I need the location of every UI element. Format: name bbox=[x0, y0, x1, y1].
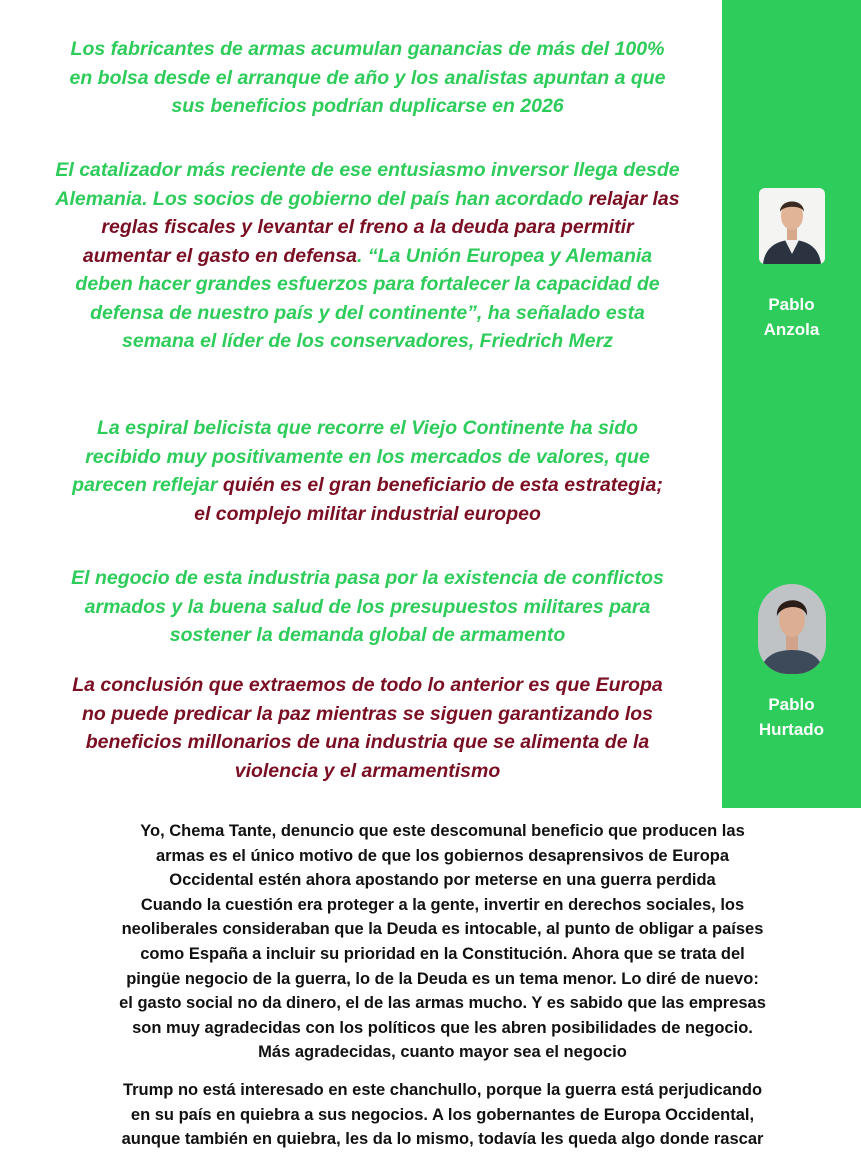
pull-quote-2 bbox=[20, 156, 715, 356]
quote-line: armados y la buena salud de los presupuestos militares para bbox=[84, 595, 651, 618]
quote-line bbox=[20, 185, 715, 214]
author-sidebar bbox=[722, 0, 861, 808]
quote-highlight: reglas fiscales y levantar el freno a la deuda para permitir bbox=[101, 216, 634, 238]
pull-quote-4 bbox=[20, 564, 715, 650]
body-line: aunque también en quiebra, les da lo mismo, todavía les queda algo donde rascar bbox=[121, 1130, 764, 1149]
quote-line: defensa de nuestro país y del continente”, ha señalado esta bbox=[90, 301, 645, 324]
quote-line: recibido muy positivamente en los mercados de valores, que bbox=[85, 445, 650, 468]
body-paragraph-1 bbox=[70, 819, 815, 1065]
quote-line: no puede predicar la paz mientras se siguen garantizando los bbox=[81, 702, 654, 725]
body-line: Trump no está interesado en este chanchullo, porque la guerra está perjudicando bbox=[122, 1081, 763, 1099]
quote-line: El catalizador más reciente de ese entusiasmo inversor llega desde bbox=[55, 159, 680, 181]
author-card-anzola bbox=[722, 188, 861, 342]
quote-line: en bolsa desde el arranque de año y los analistas apuntan a que bbox=[69, 66, 666, 89]
quote-line: La conclusión que extraemos de todo lo anterior es que Europa bbox=[72, 674, 663, 696]
quote-line bbox=[20, 471, 715, 500]
quote-highlight: quién es el gran beneficiario de esta estrategia; bbox=[222, 474, 663, 496]
pull-quote-3 bbox=[20, 414, 715, 528]
quote-line: Los fabricantes de armas acumulan ganancias de más del 100% bbox=[70, 38, 665, 60]
quote-line: La espiral belicista que recorre el Viejo Continente ha sido bbox=[96, 417, 639, 439]
quote-highlight: el complejo militar industrial europeo bbox=[194, 502, 541, 525]
body-line: Yo, Chema Tante, denuncio que este descomunal beneficio que producen las bbox=[140, 822, 745, 840]
body-line: en su país en quiebra a sus negocios. A los gobernantes de Europa Occidental, bbox=[130, 1105, 755, 1124]
author-last-name: Hurtado bbox=[758, 720, 825, 739]
author-photo-anzola bbox=[759, 188, 825, 264]
quote-line bbox=[20, 242, 715, 271]
quote-highlight: aumentar el gasto en defensa bbox=[82, 244, 358, 267]
body-line: Más agradecidas, cuanto mayor sea el negocio bbox=[258, 1043, 627, 1062]
body-line: armas es el único motivo de que los gobiernos desaprensivos de Europa bbox=[155, 846, 730, 865]
quote-segment: Alemania. Los socios de gobierno del país han acordado bbox=[55, 187, 589, 210]
pull-quote-1 bbox=[20, 35, 715, 121]
body-line: Occidental estén ahora apostando por meterse en una guerra perdida bbox=[169, 871, 716, 890]
quote-line: El negocio de esta industria pasa por la existencia de conflictos bbox=[71, 567, 664, 589]
author-card-hurtado bbox=[722, 584, 861, 742]
quote-line: beneficios millonarios de una industria que se alimenta de la bbox=[85, 731, 650, 753]
conclusion-quote bbox=[20, 671, 715, 785]
body-line: neoliberales consideraban que la Deuda es intocable, al punto de obligar a países bbox=[121, 920, 764, 939]
body-line: son muy agradecidas con los políticos que les abren posibilidades de negocio. bbox=[132, 1018, 753, 1037]
body-line: el gasto social no da dinero, el de las armas mucho. Y es sabido que las empresas bbox=[119, 994, 766, 1013]
body-line: Cuando la cuestión era proteger a la gente, invertir en derechos sociales, los bbox=[140, 895, 745, 914]
quote-line: semana el líder de los conservadores, Friedrich Merz bbox=[122, 330, 613, 352]
author-first-name: Pablo bbox=[768, 295, 815, 314]
quote-segment: . “La Unión Europea y Alemania bbox=[357, 244, 653, 267]
quote-line: sostener la demanda global de armamento bbox=[169, 624, 566, 646]
quote-line: sus beneficios podrían duplicarse en 2026 bbox=[171, 95, 564, 117]
quote-line: violencia y el armamentismo bbox=[234, 759, 501, 782]
author-first-name: Pablo bbox=[768, 695, 815, 714]
author-last-name: Anzola bbox=[763, 320, 820, 339]
quote-segment: parecen reflejar bbox=[72, 474, 223, 496]
author-name-hurtado bbox=[722, 692, 861, 742]
body-line: como España a incluir su prioridad en la Constitución. Ahora que se trata del bbox=[140, 944, 745, 963]
author-name-anzola bbox=[722, 292, 861, 342]
body-line: pingüe negocio de la guerra, lo de la Deuda es un tema menor. Lo diré de nuevo: bbox=[126, 969, 759, 988]
quote-line: deben hacer grandes esfuerzos para fortalecer la capacidad de bbox=[75, 273, 660, 295]
body-paragraph-2 bbox=[70, 1078, 815, 1152]
quote-highlight: relajar las bbox=[588, 187, 680, 210]
author-photo-hurtado bbox=[758, 584, 826, 674]
